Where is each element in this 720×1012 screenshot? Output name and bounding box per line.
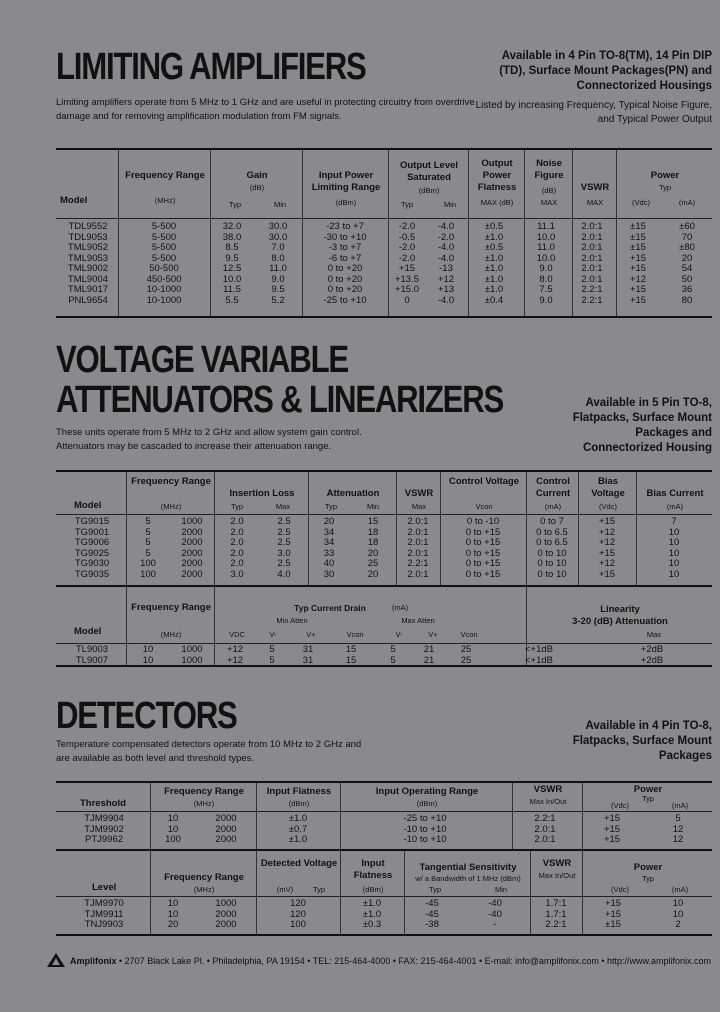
attenuator-row-cell: 0 to +15	[465, 547, 501, 559]
limiting-row-cell: ±1.0	[484, 284, 504, 295]
attenuators-table-mid-rule	[56, 585, 712, 587]
attenuator-row-cell: +15	[598, 547, 616, 559]
limiting-row-cell: +15	[629, 252, 647, 264]
level-row-cell: 1000	[215, 898, 237, 909]
level-row-cell: -	[493, 919, 497, 930]
linearizer-row-cell: 21	[423, 654, 435, 666]
level-row-cell: ±1.0	[362, 908, 382, 920]
attenuator-row-cell: 2.5	[277, 558, 291, 569]
limiting-row-cell: 2.0:1	[581, 273, 603, 285]
linearizer-row-cell: 15	[345, 654, 357, 666]
linearizer-row-cell: 31	[302, 644, 314, 655]
attenuator-row-cell: 2.0	[230, 558, 244, 569]
limiting-row-cell: 2.0:1	[581, 242, 603, 253]
limiting-row-cell: 7.0	[271, 242, 285, 253]
limiting-row-cell: 10.0	[536, 231, 556, 243]
limiting-row-cell: -23 to +7	[326, 221, 364, 232]
attenuator-row-cell: 5	[145, 537, 151, 548]
limiting-row-cell: ±15	[630, 231, 646, 243]
level-row-cell: ±0.3	[362, 919, 382, 930]
limiting-row-cell: +15	[398, 263, 416, 274]
linearizer-row-cell: 1000	[181, 654, 203, 666]
limiting-row-cell: 5.5	[225, 294, 239, 306]
limiting-row-cell: 8.5	[225, 242, 239, 253]
limiting-header-rule	[56, 218, 712, 219]
level-row-cell: -38	[425, 919, 439, 930]
attenuator-row-cell: +15	[598, 568, 616, 580]
attenuator-row-cell: 20	[323, 516, 335, 527]
limiting-row-cell: TML9052	[67, 242, 109, 253]
linearizer-row-cell: TL9007	[75, 654, 109, 666]
attenuator-row-cell: 15	[367, 516, 379, 527]
attenuator-row-cell: 100	[140, 568, 156, 580]
limiting-row-cell: +15.0	[394, 284, 420, 295]
level-row-cell: 10	[167, 898, 179, 909]
limiting-row-cell: TDL9552	[68, 221, 108, 232]
linearizer-row-cell: 10	[142, 644, 154, 655]
limiting-row-cell: 5-500	[151, 231, 177, 243]
limiting-row-cell: -25 to +10	[323, 294, 367, 306]
attenuator-row-cell: 10	[668, 526, 680, 538]
limiting-row-cell: -2.0	[398, 242, 416, 253]
limiting-row-cell: 9.5	[225, 252, 239, 264]
attenuators-title-line1: VOLTAGE VARIABLE	[56, 339, 348, 381]
limiting-row-cell: ±80	[679, 242, 695, 253]
attenuator-row-cell: 2.5	[277, 537, 291, 548]
attenuator-row	[58, 517, 712, 528]
limiting-row-cell: 450-500	[146, 273, 182, 285]
attenuator-row-cell: 4.0	[277, 568, 291, 580]
threshold-row	[58, 835, 712, 846]
limiting-row-cell: TML9004	[67, 273, 109, 285]
attenuator-row-cell: 2.0	[230, 516, 244, 527]
limiting-row-cell: 50-500	[149, 263, 179, 274]
attenuator-row-cell: TG9001	[74, 526, 110, 538]
limiting-row-cell: -0.5	[398, 231, 416, 243]
attenuator-row-cell: 18	[367, 526, 379, 538]
detectors-table-top-rule	[56, 781, 712, 783]
attenuator-row-cell: 2000	[181, 537, 203, 548]
limiting-row-cell: -6 to +7	[328, 252, 362, 264]
limiting-row-cell: 80	[681, 294, 693, 306]
limiting-row-cell: +15	[629, 263, 647, 274]
level-row-cell: TNJ9903	[84, 919, 124, 930]
detectors-availability: Available in 4 Pin TO-8, Flatpacks, Surface Mount Packages	[572, 720, 712, 762]
level-row-cell: ±1.0	[362, 898, 382, 909]
threshold-row-cell: 12	[672, 823, 684, 835]
limiting-row	[58, 264, 712, 275]
limiting-row	[58, 296, 712, 307]
attenuator-row-cell: 2000	[181, 547, 203, 559]
level-row-cell: 100	[290, 919, 306, 930]
limiting-row-cell: ±1.0	[484, 273, 504, 285]
limiting-row-cell: 2.2:1	[581, 284, 603, 295]
attenuator-row-cell: 2.0:1	[407, 547, 429, 559]
footer-contact	[70, 955, 711, 967]
level-row-cell: ±15	[605, 919, 621, 930]
level-row-cell: +15	[604, 908, 622, 920]
attenuator-row-cell: 2.0:1	[407, 526, 429, 538]
detectors-description: Temperature compensated detectors operate from 10 MHz to 2 GHz and are available as both level and threshold types.	[56, 739, 362, 764]
limiting-row-cell: 50	[681, 273, 693, 285]
attenuator-row-cell: +12	[598, 526, 616, 538]
limiting-row-cell: 54	[681, 263, 693, 274]
attenuator-row-cell: 0 to 7	[540, 516, 564, 527]
limiting-row-cell: -13	[439, 263, 453, 274]
threshold-row-cell: +15	[603, 823, 621, 835]
limiting-row-cell: 0	[404, 294, 410, 306]
level-row-cell: 1.7:1	[545, 898, 567, 909]
level-row-cell: -40	[488, 898, 502, 909]
attenuator-row-cell: 2000	[181, 526, 203, 538]
linearizer-row-cell: +2dB	[640, 644, 664, 655]
limiting-row-cell: -3 to +7	[328, 242, 362, 253]
attenuator-row-cell: 0 to 6.5	[536, 526, 568, 538]
attenuator-row-cell: 3.0	[277, 547, 291, 559]
limiting-row-cell: 2.0:1	[581, 221, 603, 232]
attenuator-row-cell: 33	[323, 547, 335, 559]
limiting-row-cell: 2.0:1	[581, 252, 603, 264]
linearizer-row-cell: 5	[269, 654, 275, 666]
threshold-row-cell: TJM9904	[84, 813, 124, 824]
limiting-row	[58, 243, 712, 254]
attenuator-row-cell: 2.0	[230, 526, 244, 538]
threshold-row-cell: 2000	[215, 834, 237, 845]
attenuators-table	[58, 517, 712, 580]
limiting-row-cell: 0 to +20	[327, 263, 363, 274]
attenuator-row-cell: TG9030	[74, 558, 110, 569]
attenuator-row-cell: 2.0:1	[407, 516, 429, 527]
attenuator-row-cell: 0 to +15	[465, 558, 501, 569]
threshold-row-cell: 2.2:1	[534, 813, 556, 824]
linearizer-row-cell: TL9003	[75, 644, 109, 655]
attenuator-row-cell: 20	[367, 547, 379, 559]
linearizer-row-cell: <+1dB	[525, 644, 553, 655]
level-header-rule	[56, 896, 712, 897]
limiting-row-cell: TML9002	[67, 263, 109, 274]
linearizer-row-cell: 25	[460, 644, 472, 655]
limiting-row-cell: 70	[681, 231, 693, 243]
linearizer-row-cell: 10	[142, 654, 154, 666]
limiting-row-cell: 10.0	[536, 252, 556, 264]
limiting-row-cell: -4.0	[437, 221, 455, 232]
level-row-cell: -45	[425, 898, 439, 909]
limiting-row-cell: ±1.0	[484, 231, 504, 243]
threshold-row-cell: ±1.0	[288, 834, 308, 845]
limiting-row-cell: 5-500	[151, 221, 177, 232]
threshold-row-cell: TJM9902	[84, 823, 124, 835]
limiting-table-bottom-rule	[56, 316, 712, 318]
linearizer-row	[58, 656, 712, 667]
footer-company: Amplifonix	[70, 956, 117, 966]
attenuator-row-cell: 40	[323, 558, 335, 569]
threshold-row-cell: 100	[165, 834, 181, 845]
limiting-row-cell: 0 to +20	[327, 284, 363, 295]
limiting-row-cell: -4.0	[437, 252, 455, 264]
level-row-cell: 1.7:1	[545, 908, 567, 920]
attenuators-table-top-rule	[56, 470, 712, 472]
limiting-row-cell: -2.0	[437, 231, 455, 243]
limiting-listed-note: Listed by increasing Frequency, Typical Noise Figure, and Typical Power Output	[475, 100, 712, 125]
limiting-title: LIMITING AMPLIFIERS	[56, 46, 366, 88]
threshold-row-cell: -10 to +10	[403, 823, 447, 835]
limiting-row-cell: 9.0	[539, 294, 553, 306]
linearizer-row-cell: +12	[226, 644, 244, 655]
limiting-row-cell: 11.5	[223, 284, 241, 295]
limiting-row-cell: 2.2:1	[581, 294, 603, 306]
attenuators-title-line2: ATTENUATORS & LINEARIZERS	[56, 379, 504, 421]
limiting-row-cell: 7.5	[539, 284, 553, 295]
limiting-row-cell: -4.0	[437, 294, 455, 306]
attenuator-row-cell: 25	[367, 558, 379, 569]
linearizer-table	[58, 645, 712, 666]
level-table	[58, 899, 712, 931]
threshold-row-cell: PTJ9962	[84, 834, 124, 845]
threshold-row-cell: 2000	[215, 823, 237, 835]
attenuator-row-cell: TG9015	[74, 516, 110, 527]
level-row-cell: 120	[290, 908, 306, 920]
attenuators-availability: Available in 5 Pin TO-8, Flatpacks, Surface Mount Packages and Connectorized Housing	[572, 397, 712, 454]
level-row-cell: TJM9911	[84, 908, 124, 920]
limiting-row-cell: +13.5	[394, 273, 420, 285]
limiting-row	[58, 222, 712, 233]
limiting-row-cell: 5-500	[151, 242, 177, 253]
threshold-table-bottom-rule	[56, 849, 712, 851]
linearizer-row-cell: 25	[460, 654, 472, 666]
attenuator-row-cell: 0 to 10	[537, 547, 567, 559]
level-row-cell: 10	[167, 908, 179, 920]
limiting-availability: Available in 4 Pin TO-8(TM), 14 Pin DIP (TD), Surface Mount Packages(PN) and Connectorized Housings	[499, 50, 712, 92]
attenuator-row-cell: TG9035	[74, 568, 110, 580]
limiting-row-cell: +15	[629, 294, 647, 306]
attenuator-row-cell: 2.0:1	[407, 568, 429, 580]
limiting-row-cell: 20	[681, 252, 693, 264]
level-row-cell: 2000	[215, 919, 237, 930]
limiting-row-cell: TML9017	[67, 284, 109, 295]
attenuator-row-cell: 0 to +15	[465, 526, 501, 538]
limiting-row-cell: 30.0	[268, 231, 288, 243]
limiting-row-cell: +15	[629, 284, 647, 295]
threshold-row-cell: 12	[672, 834, 684, 845]
limiting-row-cell: 2.0:1	[581, 231, 603, 243]
attenuator-row-cell: +15	[598, 516, 616, 527]
company-logo-icon	[46, 952, 66, 973]
threshold-row-cell: 10	[167, 813, 179, 824]
threshold-row-cell: 2000	[215, 813, 237, 824]
limiting-description: Limiting amplifiers operate from 5 MHz to 1 GHz and are useful in protecting circuitry from overdrive damage and for removing amplification modulation from FM signals.	[56, 97, 475, 122]
attenuator-row	[58, 559, 712, 570]
linearizer-row-cell: 21	[423, 644, 435, 655]
limiting-row-cell: ±0.4	[484, 294, 504, 306]
limiting-row-cell: +12	[629, 273, 647, 285]
limiting-row-cell: 11.0	[269, 263, 287, 274]
limiting-row-cell: -4.0	[437, 242, 455, 253]
limiting-row-cell: ±15	[630, 242, 646, 253]
limiting-row-cell: 2.0:1	[581, 263, 603, 274]
attenuator-row-cell: 0 to -10	[466, 516, 500, 527]
limiting-row-cell: -2.0	[398, 252, 416, 264]
limiting-row-cell: ±1.0	[484, 263, 504, 274]
level-row	[58, 920, 712, 931]
linearizer-row-cell: 5	[390, 644, 396, 655]
threshold-row-cell: +15	[603, 813, 621, 824]
attenuator-row-cell: 0 to 6.5	[536, 537, 568, 548]
level-row-cell: TJM9970	[84, 898, 124, 909]
detectors-title: DETECTORS	[56, 695, 237, 737]
attenuator-row-cell: 2.5	[277, 516, 291, 527]
threshold-table	[58, 814, 712, 846]
limiting-row-cell: TML9053	[67, 252, 109, 264]
attenuator-row-cell: TG9025	[74, 547, 110, 559]
limiting-row-cell: ±15	[630, 221, 646, 232]
attenuator-row-cell: 2.0	[230, 547, 244, 559]
linearizer-row-cell: 15	[345, 644, 357, 655]
limiting-row-cell: 0 to +20	[327, 273, 363, 285]
threshold-row-cell: 5	[675, 813, 681, 824]
limiting-row-cell: 9.0	[271, 273, 285, 285]
attenuators-header-rule	[56, 514, 712, 515]
level-row-cell: -40	[488, 908, 502, 920]
limiting-row-cell: 8.0	[539, 273, 553, 285]
threshold-row-cell: 2.0:1	[534, 823, 556, 835]
limiting-row-cell: PNL9654	[68, 294, 108, 306]
attenuator-row-cell: 5	[145, 526, 151, 538]
attenuator-row-cell: 7	[671, 516, 677, 527]
limiting-row-cell: ±0.5	[484, 242, 504, 253]
limiting-row-cell: 30.0	[268, 221, 288, 232]
limiting-row-cell: 10.0	[222, 273, 242, 285]
limiting-row-cell: 9.0	[539, 263, 553, 274]
attenuator-row-cell: 5	[145, 516, 151, 527]
limiting-row-cell: TDL9053	[68, 231, 108, 243]
attenuator-row-cell: 100	[140, 558, 156, 569]
limiting-row-cell: ±1.0	[484, 252, 504, 264]
limiting-row-cell: 38.0	[222, 231, 242, 243]
attenuator-row-cell: +12	[598, 558, 616, 569]
limiting-row-cell: 12.5	[222, 263, 242, 274]
threshold-header-rule	[56, 811, 712, 812]
threshold-row-cell: 10	[167, 823, 179, 835]
linearizer-row-cell: <+1dB	[525, 654, 553, 666]
level-row-cell: 2000	[215, 908, 237, 920]
limiting-row-cell: 11.1	[537, 221, 555, 232]
limiting-row-cell: ±60	[679, 221, 695, 232]
attenuator-row-cell: 0 to +15	[465, 537, 501, 548]
threshold-row-cell: ±0.7	[288, 823, 308, 835]
attenuator-row-cell: 2000	[181, 568, 203, 580]
attenuator-row-cell: 2.5	[277, 526, 291, 538]
attenuator-row	[58, 570, 712, 581]
threshold-row-cell: ±1.0	[288, 813, 308, 824]
attenuator-row-cell: 2000	[181, 558, 203, 569]
limiting-row-cell: 9.5	[271, 284, 285, 295]
attenuator-row-cell: 2.0	[230, 537, 244, 548]
limiting-row-cell: -2.0	[398, 221, 416, 232]
linearizer-row-cell: 5	[390, 654, 396, 666]
linearizer-row-cell: 5	[269, 644, 275, 655]
attenuator-row-cell: 0 to 10	[537, 558, 567, 569]
limiting-row-cell: 5.2	[271, 294, 285, 306]
level-row-cell: 10	[672, 908, 684, 920]
limiting-row-cell: 10-1000	[146, 284, 182, 295]
level-row-cell: 2	[675, 919, 681, 930]
attenuator-row-cell: 0 to +15	[465, 568, 501, 580]
attenuator-row-cell: 34	[323, 537, 335, 548]
threshold-row	[58, 814, 712, 825]
threshold-row-cell: +15	[603, 834, 621, 845]
level-row	[58, 899, 712, 910]
limiting-row-cell: 10-1000	[146, 294, 182, 306]
level-row-cell: -45	[425, 908, 439, 920]
level-row-cell: 20	[167, 919, 179, 930]
limiting-row-cell: -30 to +10	[323, 231, 367, 243]
limiting-table-top-rule	[56, 148, 712, 150]
linearizer-row-cell: +2dB	[640, 654, 664, 666]
level-row-cell: 2.2:1	[545, 919, 567, 930]
attenuator-row-cell: 2.2:1	[407, 558, 429, 569]
threshold-row-cell: 2.0:1	[534, 834, 556, 845]
linearizer-row-cell: +12	[226, 654, 244, 666]
attenuator-row-cell: 10	[668, 537, 680, 548]
limiting-row-cell: 32.0	[222, 221, 242, 232]
attenuator-row-cell: 10	[668, 547, 680, 559]
attenuator-row-cell: 18	[367, 537, 379, 548]
lin-header-rule	[56, 643, 712, 644]
attenuator-row-cell: 0 to 10	[537, 568, 567, 580]
attenuator-row-cell: 5	[145, 547, 151, 559]
linearizer-row	[58, 645, 712, 656]
attenuator-row-cell: 2.0:1	[407, 537, 429, 548]
level-row-cell: 120	[290, 898, 306, 909]
threshold-row-cell: -25 to +10	[403, 813, 447, 824]
level-row-cell: 10	[672, 898, 684, 909]
limiting-row-cell: 5-500	[151, 252, 177, 264]
threshold-row-cell: -10 to +10	[403, 834, 447, 845]
limiting-row-cell: +12	[437, 273, 455, 285]
linearizer-row-cell: 31	[302, 654, 314, 666]
attenuator-row-cell: 20	[367, 568, 379, 580]
level-table-bottom-rule	[56, 934, 712, 936]
limiting-row-cell: 11.0	[537, 242, 555, 253]
attenuator-row-cell: +12	[598, 537, 616, 548]
limiting-row-cell: +13	[437, 284, 455, 295]
linearizer-row-cell: 1000	[181, 644, 203, 655]
attenuator-row-cell: 10	[668, 558, 680, 569]
attenuator-row-cell: TG9006	[74, 537, 110, 548]
attenuator-row-cell: 3.0	[230, 568, 244, 580]
limiting-row-cell: ±0.5	[484, 221, 504, 232]
attenuator-row-cell: 30	[323, 568, 335, 580]
limiting-row-cell: 36	[681, 284, 693, 295]
attenuators-description: These units operate from 5 MHz to 2 GHz and allow system gain control. Attenuators may be cascaded to increase their attenuation range.	[56, 427, 362, 452]
attenuator-row-cell: 34	[323, 526, 335, 538]
footer-text: • 2707 Black Lake Pl. • Philadelphia, PA 19154 • TEL: 215-464-4000 • FAX: 215-464-4001 • E-mail: info@amplifonix.com • http://www.amplifonix.com	[119, 956, 712, 966]
attenuator-row-cell: 10	[668, 568, 680, 580]
attenuator-row-cell: 1000	[181, 516, 203, 527]
limiting-row-cell: 8.0	[271, 252, 285, 264]
attenuator-row	[58, 538, 712, 549]
level-row-cell: +15	[604, 898, 622, 909]
limiting-row	[58, 285, 712, 296]
limiting-table	[58, 222, 712, 306]
